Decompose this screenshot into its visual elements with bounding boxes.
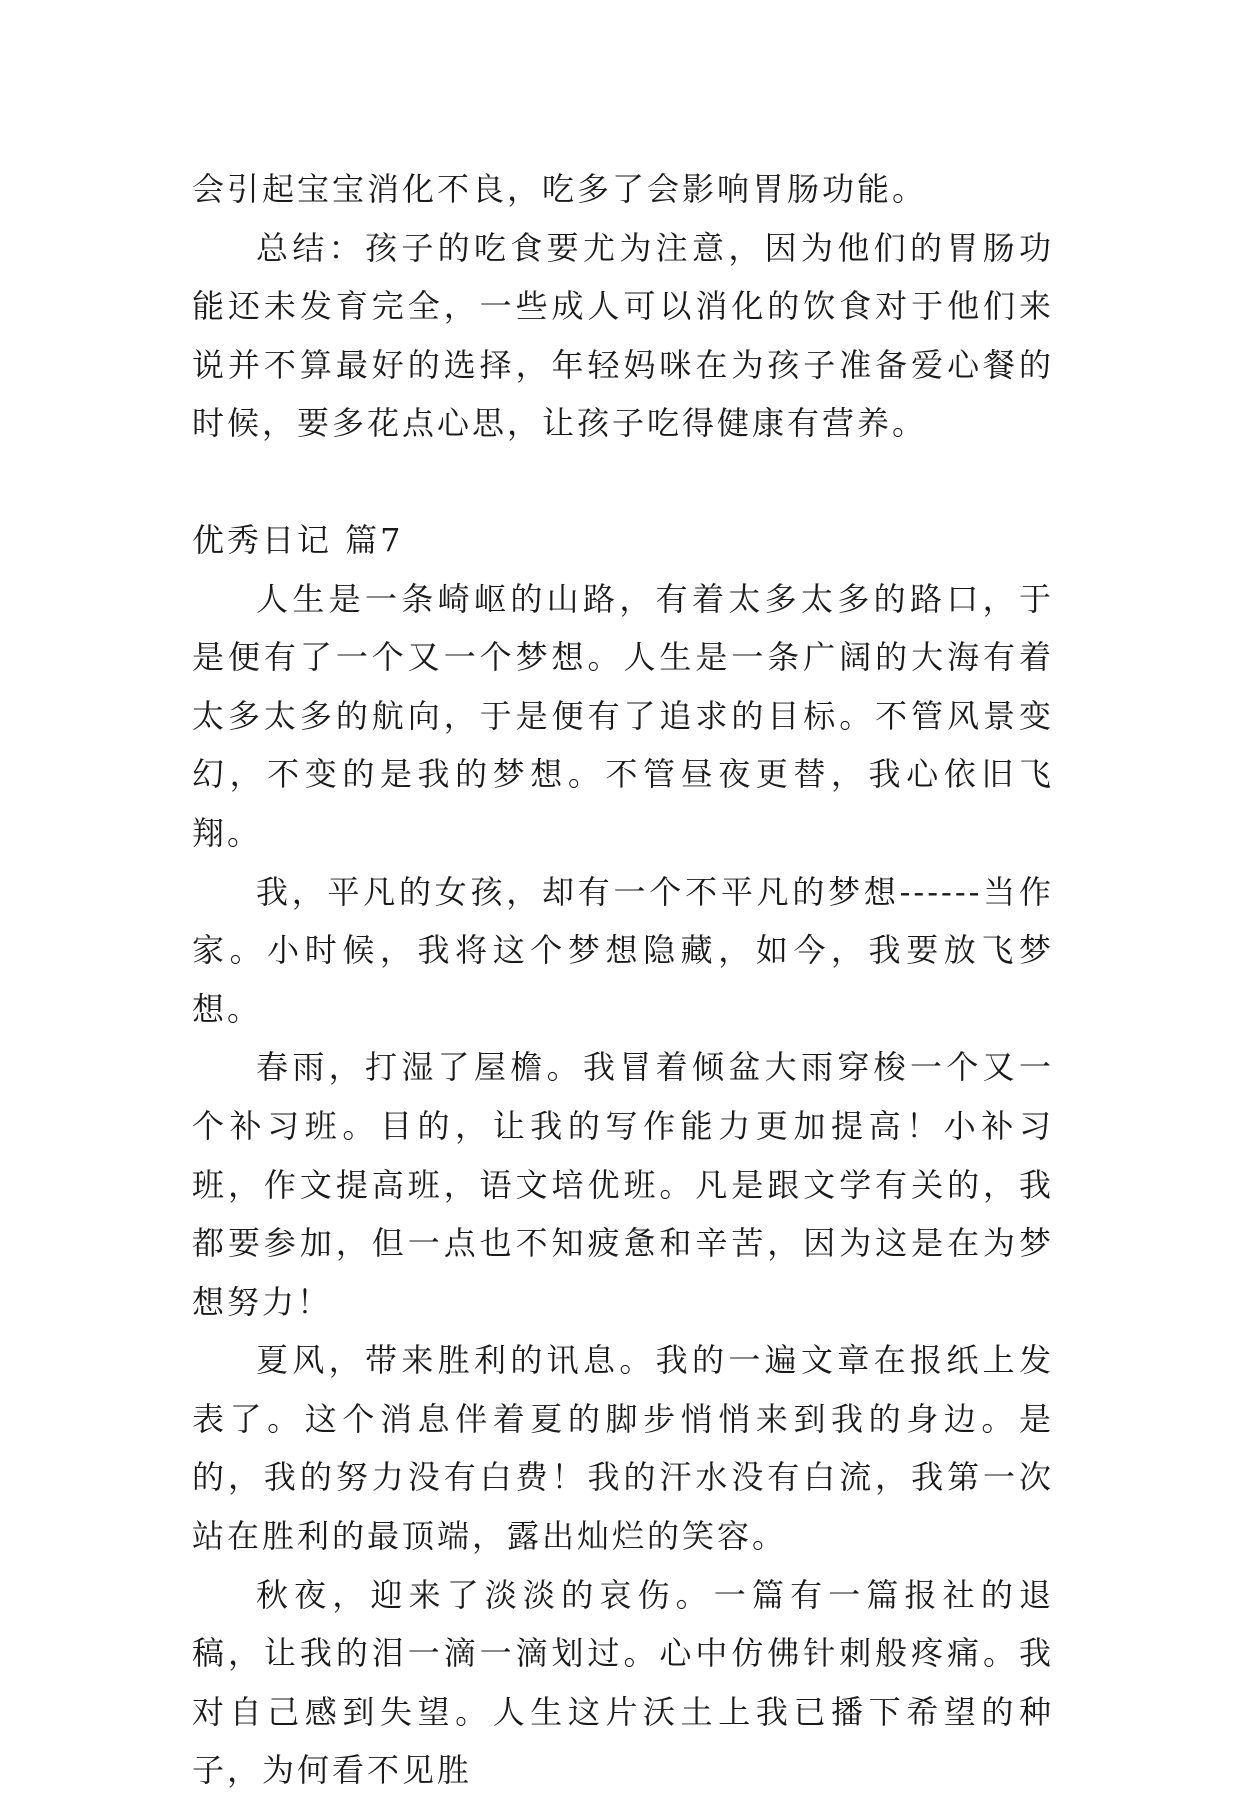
paragraph: 人生是一条崎岖的山路，有着太多太多的路口，于是便有了一个又一个梦想。人生是一条广阔的大海有着太多太多的航向，于是便有了追求的目标。不管风景变幻，不变的是我的梦想。不管昼夜更替，我心依旧飞翔。 <box>192 579 1054 852</box>
paragraph: 春雨，打湿了屋檐。我冒着倾盆大雨穿梭一个又一个补习班。目的，让我的写作能力更加提高！小补习班，作文提高班，语文培优班。凡是跟文学有关的，我都要参加，但一点也不知疲惫和辛苦，因为这是在为梦想努力！ <box>192 1048 1054 1321</box>
paragraph: 夏风，带来胜利的讯息。我的一遍文章在报纸上发表了。这个消息伴着夏的脚步悄悄来到我的身边。是的，我的努力没有白费！我的汗水没有白流，我第一次站在胜利的最顶端，露出灿烂的笑容。 <box>192 1341 1054 1556</box>
document-body <box>192 160 1054 1800</box>
paragraph: 总结：孩子的吃食要尤为注意，因为他们的胃肠功能还未发育完全，一些成人可以消化的饮食对于他们来说并不算最好的选择，年轻妈咪在为孩子准备爱心餐的时候，要多花点心思，让孩子吃得健康有营养。 <box>192 228 1054 443</box>
paragraph: 秋夜，迎来了淡淡的哀伤。一篇有一篇报社的退稿，让我的泪一滴一滴划过。心中仿佛针刺般疼痛。我对自己感到失望。人生这片沃土上我已播下希望的种子，为何看不见胜 <box>192 1575 1054 1790</box>
paragraph: 会引起宝宝消化不良，吃多了会影响胃肠功能。 <box>192 170 928 208</box>
section-heading: 优秀日记 篇7 <box>192 520 404 559</box>
paragraph: 我，平凡的女孩，却有一个不平凡的梦想------当作家。小时候，我将这个梦想隐藏，如今，我要放飞梦想。 <box>192 872 1054 1028</box>
